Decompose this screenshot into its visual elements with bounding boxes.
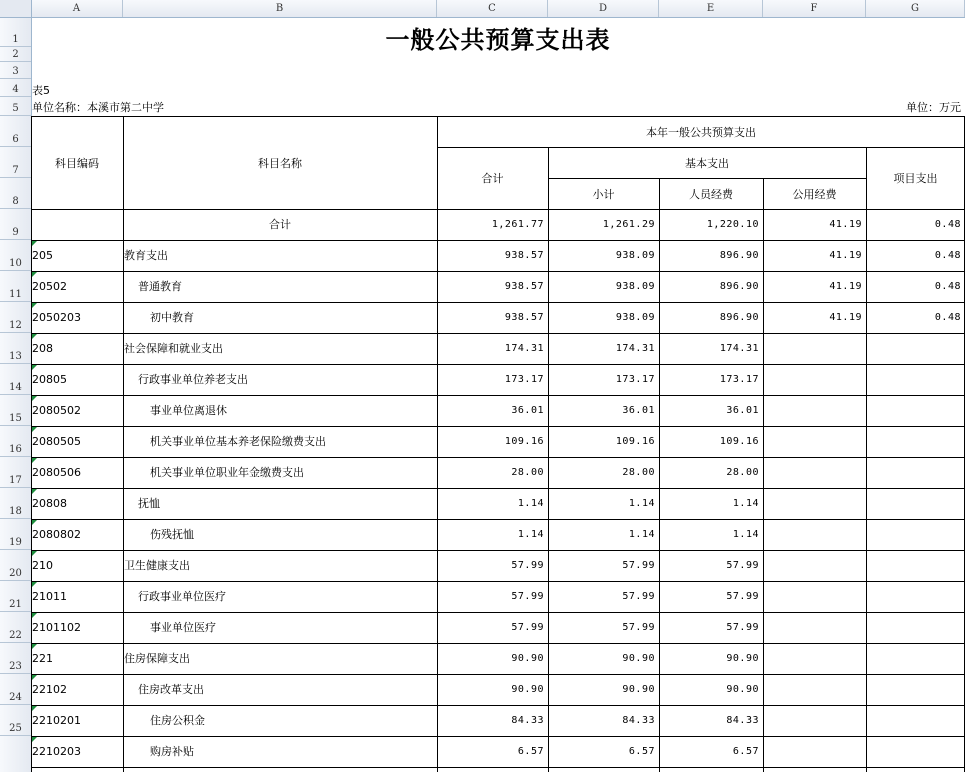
header-subtotal: 小计 xyxy=(592,187,615,201)
cell-personnel: 57.99 xyxy=(726,622,759,633)
cell-total: 1.14 xyxy=(517,529,544,540)
cell-subtotal: 938.09 xyxy=(615,250,655,261)
cell-subtotal: 28.00 xyxy=(622,467,655,478)
cell-total: 174.31 xyxy=(504,343,544,354)
row-header-9[interactable] xyxy=(0,209,31,240)
cell-total: 1.14 xyxy=(517,498,544,509)
cell-public: 41.19 xyxy=(829,312,862,323)
text-number-indicator-icon xyxy=(32,644,37,649)
cell-personnel: 57.99 xyxy=(726,560,759,571)
cell-code: 2210201 xyxy=(32,714,81,727)
cell-code: 21011 xyxy=(32,590,67,603)
row-number: 19 xyxy=(9,537,22,548)
text-number-indicator-icon xyxy=(32,365,37,370)
row-number: 2 xyxy=(12,49,19,60)
cell-total: 173.17 xyxy=(504,374,544,385)
grid-line xyxy=(31,767,965,768)
text-number-indicator-icon xyxy=(32,520,37,525)
cell-total: 57.99 xyxy=(511,622,544,633)
row-number: 3 xyxy=(12,66,19,77)
text-number-indicator-icon xyxy=(32,551,37,556)
cell-code: 22102 xyxy=(32,683,67,696)
cell-public: 41.19 xyxy=(829,250,862,261)
column-header-f[interactable]: F xyxy=(763,0,866,17)
cell-name: 事业单位离退休 xyxy=(150,404,227,417)
cell-name: 伤残抚恤 xyxy=(150,528,194,541)
cell-code: 20502 xyxy=(32,280,67,293)
row-number: 25 xyxy=(9,723,22,734)
cell-name: 社会保障和就业支出 xyxy=(124,342,223,355)
select-all-corner[interactable] xyxy=(0,0,32,18)
row-header-20[interactable] xyxy=(0,550,31,581)
row-number: 9 xyxy=(12,227,19,238)
cell-public: 41.19 xyxy=(829,219,862,230)
row-header-3[interactable] xyxy=(0,62,31,79)
unit-name-label: 单位名称：本溪市第二中学 xyxy=(32,101,164,114)
cell-total: 84.33 xyxy=(511,715,544,726)
cell-personnel: 6.57 xyxy=(732,746,759,757)
grid-line xyxy=(31,240,965,241)
cell-name: 卫生健康支出 xyxy=(124,559,190,572)
grid-line xyxy=(31,705,965,706)
unit-label: 单位：万元 xyxy=(906,101,961,114)
cell-code: 208 xyxy=(32,342,53,355)
cell-code: 2050203 xyxy=(32,311,81,324)
text-number-indicator-icon xyxy=(32,303,37,308)
cell-personnel: 90.90 xyxy=(726,653,759,664)
cell-code: 2080802 xyxy=(32,528,81,541)
cell-total: 57.99 xyxy=(511,591,544,602)
cell-name: 合计 xyxy=(269,218,291,231)
row-number: 16 xyxy=(9,444,22,455)
row-number: 6 xyxy=(12,134,19,145)
row-number: 4 xyxy=(12,84,19,95)
cell-total: 109.16 xyxy=(504,436,544,447)
cell-code: 20805 xyxy=(32,373,67,386)
grid-line xyxy=(31,116,965,117)
cell-name: 机关事业单位基本养老保险缴费支出 xyxy=(150,435,326,448)
row-header-23[interactable] xyxy=(0,643,31,674)
report-title: 一般公共预算支出表 xyxy=(385,25,611,54)
column-header-a[interactable]: A xyxy=(31,0,123,17)
row-number: 5 xyxy=(12,103,19,114)
row-header-14[interactable] xyxy=(0,364,31,395)
row-number: 14 xyxy=(9,382,22,393)
cell-total: 36.01 xyxy=(511,405,544,416)
cell-name: 事业单位医疗 xyxy=(150,621,216,634)
cell-code: 20808 xyxy=(32,497,67,510)
text-number-indicator-icon xyxy=(32,675,37,680)
row-number: 7 xyxy=(12,165,19,176)
column-header-g[interactable]: G xyxy=(866,0,965,17)
grid-line xyxy=(659,178,660,772)
header-public: 公用经费 xyxy=(792,187,837,201)
row-header-25[interactable] xyxy=(0,705,31,736)
row-header-22[interactable] xyxy=(0,612,31,643)
row-header-8[interactable] xyxy=(0,178,31,209)
grid-line xyxy=(31,488,965,489)
cell-subtotal: 1,261.29 xyxy=(602,219,655,230)
row-number: 18 xyxy=(9,506,22,517)
row-header-17[interactable] xyxy=(0,457,31,488)
header-code: 科目编码 xyxy=(55,156,99,170)
column-header-b[interactable]: B xyxy=(123,0,437,17)
cell-personnel: 1,220.10 xyxy=(706,219,759,230)
cell-personnel: 896.90 xyxy=(719,312,759,323)
cell-total: 57.99 xyxy=(511,560,544,571)
cell-subtotal: 84.33 xyxy=(622,715,655,726)
cell-name: 普通教育 xyxy=(138,280,182,293)
grid-line xyxy=(31,302,965,303)
grid-line xyxy=(31,395,965,396)
cell-total: 28.00 xyxy=(511,467,544,478)
row-number: 23 xyxy=(9,661,22,672)
row-header-1[interactable] xyxy=(0,17,31,47)
row-header-bar[interactable] xyxy=(0,17,32,772)
grid-line xyxy=(31,674,965,675)
cell-personnel: 28.00 xyxy=(726,467,759,478)
cell-subtotal: 174.31 xyxy=(615,343,655,354)
cell-personnel: 896.90 xyxy=(719,281,759,292)
row-number: 22 xyxy=(9,630,22,641)
grid-line xyxy=(31,550,965,551)
header-personnel: 人员经费 xyxy=(689,187,733,201)
row-header-10[interactable] xyxy=(0,240,31,271)
row-number: 11 xyxy=(9,289,22,300)
header-group: 本年一般公共预算支出 xyxy=(646,125,756,139)
cell-code: 2080505 xyxy=(32,435,81,448)
cell-code: 2101102 xyxy=(32,621,81,634)
row-header-15[interactable] xyxy=(0,395,31,426)
row-number: 15 xyxy=(9,413,22,424)
cell-name: 行政事业单位养老支出 xyxy=(138,373,248,386)
cell-name: 机关事业单位职业年金缴费支出 xyxy=(150,466,304,479)
cell-personnel: 57.99 xyxy=(726,591,759,602)
grid-line xyxy=(31,426,965,427)
cell-total: 90.90 xyxy=(511,684,544,695)
row-header-7[interactable] xyxy=(0,147,31,178)
header-total: 合计 xyxy=(481,172,504,185)
cell-project: 0.48 xyxy=(934,312,961,323)
cell-total: 938.57 xyxy=(504,281,544,292)
row-header-19[interactable] xyxy=(0,519,31,550)
row-number: 13 xyxy=(9,351,22,362)
row-header-2[interactable] xyxy=(0,47,31,62)
row-header-5[interactable] xyxy=(0,97,31,116)
grid-line xyxy=(437,147,965,148)
row-header-13[interactable] xyxy=(0,333,31,364)
cell-name: 购房补贴 xyxy=(150,745,194,758)
text-number-indicator-icon xyxy=(32,489,37,494)
cell-name: 教育支出 xyxy=(124,249,168,262)
cell-subtotal: 90.90 xyxy=(622,684,655,695)
cell-personnel: 36.01 xyxy=(726,405,759,416)
text-number-indicator-icon xyxy=(32,706,37,711)
cell-name: 住房保障支出 xyxy=(124,652,190,665)
grid-line xyxy=(548,178,866,179)
cell-name: 住房改革支出 xyxy=(138,683,204,696)
text-number-indicator-icon xyxy=(32,613,37,618)
grid-line xyxy=(763,178,764,772)
cell-subtotal: 938.09 xyxy=(615,312,655,323)
row-header-12[interactable] xyxy=(0,302,31,333)
cell-personnel: 896.90 xyxy=(719,250,759,261)
cell-subtotal: 938.09 xyxy=(615,281,655,292)
text-number-indicator-icon xyxy=(32,334,37,339)
header-name: 科目名称 xyxy=(258,156,302,170)
cell-name: 初中教育 xyxy=(150,311,194,324)
cell-subtotal: 57.99 xyxy=(622,560,655,571)
cell-subtotal: 1.14 xyxy=(628,529,655,540)
row-number: 1 xyxy=(12,34,19,45)
grid-line xyxy=(31,519,965,520)
cell-total: 6.57 xyxy=(517,746,544,757)
cell-personnel: 90.90 xyxy=(726,684,759,695)
cell-personnel: 109.16 xyxy=(719,436,759,447)
text-number-indicator-icon xyxy=(32,427,37,432)
column-header-c[interactable]: C xyxy=(437,0,548,17)
cell-subtotal: 57.99 xyxy=(622,622,655,633)
grid-line xyxy=(31,364,965,365)
text-number-indicator-icon xyxy=(32,458,37,463)
cell-code: 205 xyxy=(32,249,53,262)
cell-public: 41.19 xyxy=(829,281,862,292)
row-number: 17 xyxy=(9,475,22,486)
cell-code: 210 xyxy=(32,559,53,572)
text-number-indicator-icon xyxy=(32,241,37,246)
cell-personnel: 84.33 xyxy=(726,715,759,726)
cell-subtotal: 57.99 xyxy=(622,591,655,602)
column-header-bar[interactable] xyxy=(0,0,965,18)
text-number-indicator-icon xyxy=(32,396,37,401)
table-number: 表5 xyxy=(32,84,50,97)
row-number: 8 xyxy=(12,196,19,207)
text-number-indicator-icon xyxy=(32,272,37,277)
text-number-indicator-icon xyxy=(32,582,37,587)
cell-project: 0.48 xyxy=(934,219,961,230)
row-header-11[interactable] xyxy=(0,271,31,302)
cell-subtotal: 173.17 xyxy=(615,374,655,385)
cell-name: 住房公积金 xyxy=(150,714,205,727)
cell-subtotal: 6.57 xyxy=(628,746,655,757)
cell-project: 0.48 xyxy=(934,250,961,261)
row-header-4[interactable] xyxy=(0,79,31,97)
cell-personnel: 1.14 xyxy=(732,529,759,540)
cell-project: 0.48 xyxy=(934,281,961,292)
column-header-d[interactable]: D xyxy=(548,0,659,17)
row-number: 12 xyxy=(9,320,22,331)
cell-name: 行政事业单位医疗 xyxy=(138,590,226,603)
row-number: 24 xyxy=(9,692,22,703)
grid-line xyxy=(31,333,965,334)
grid-line xyxy=(31,612,965,613)
header-project: 项目支出 xyxy=(893,172,938,185)
cell-total: 938.57 xyxy=(504,312,544,323)
cell-subtotal: 1.14 xyxy=(628,498,655,509)
row-number: 21 xyxy=(9,599,22,610)
cell-code: 2080502 xyxy=(32,404,81,417)
grid-line xyxy=(31,736,965,737)
cell-code: 2210203 xyxy=(32,745,81,758)
cell-code: 2080506 xyxy=(32,466,81,479)
cell-personnel: 1.14 xyxy=(732,498,759,509)
cell-personnel: 174.31 xyxy=(719,343,759,354)
row-number: 20 xyxy=(9,568,22,579)
cell-subtotal: 36.01 xyxy=(622,405,655,416)
grid-line xyxy=(31,581,965,582)
row-header-6[interactable] xyxy=(0,116,31,147)
grid-line xyxy=(31,271,965,272)
cell-total: 938.57 xyxy=(504,250,544,261)
cell-personnel: 173.17 xyxy=(719,374,759,385)
header-basic: 基本支出 xyxy=(685,156,729,170)
row-header-24[interactable] xyxy=(0,674,31,705)
row-number: 10 xyxy=(9,258,22,269)
cell-subtotal: 90.90 xyxy=(622,653,655,664)
text-number-indicator-icon xyxy=(32,737,37,742)
column-header-e[interactable]: E xyxy=(659,0,763,17)
grid-line xyxy=(31,457,965,458)
row-header-18[interactable] xyxy=(0,488,31,519)
cell-total: 90.90 xyxy=(511,653,544,664)
cell-subtotal: 109.16 xyxy=(615,436,655,447)
row-header-16[interactable] xyxy=(0,426,31,457)
grid-line xyxy=(31,209,965,210)
row-header-21[interactable] xyxy=(0,581,31,612)
cell-total: 1,261.77 xyxy=(491,219,544,230)
cell-code: 221 xyxy=(32,652,53,665)
grid-line xyxy=(31,643,965,644)
cell-name: 抚恤 xyxy=(138,497,160,510)
